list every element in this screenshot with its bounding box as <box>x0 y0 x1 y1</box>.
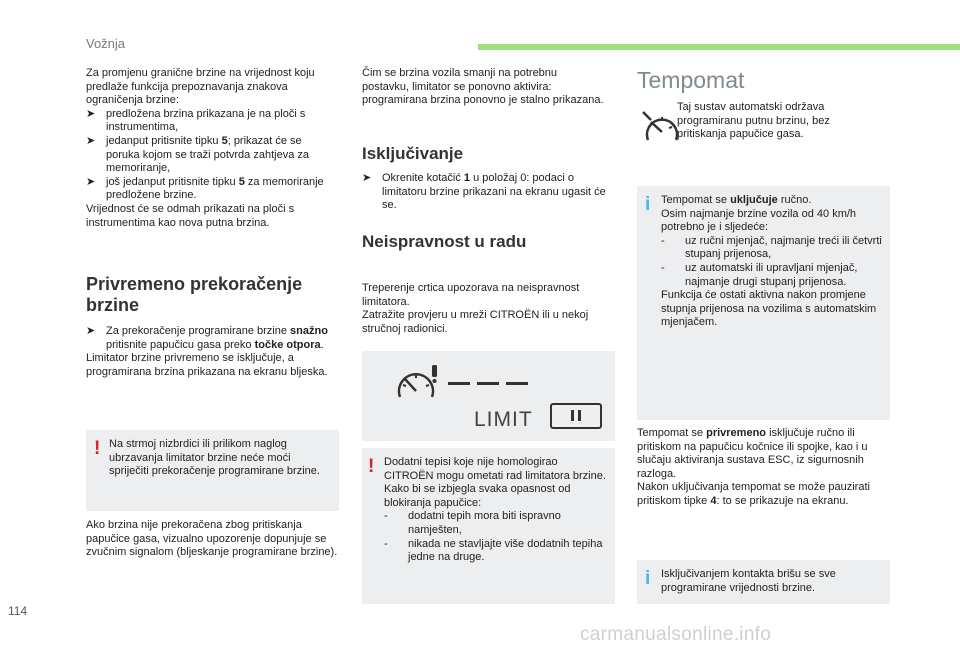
limit-label: LIMIT <box>474 408 533 431</box>
col1-bullet-1-text: predložena brzina prikazana je na ploči s instrumentima, <box>106 107 306 134</box>
heading-privremeno: Privremeno prekoračenje brzine <box>86 274 303 315</box>
col1-bullet-1 <box>86 108 331 135</box>
col1-overspeed-block <box>86 325 331 379</box>
heading-tempomat: Tempomat <box>637 67 745 93</box>
cruise-control-icon <box>641 110 681 146</box>
warning-box-mats <box>362 448 615 604</box>
bullet-icon: ➤ <box>86 325 96 337</box>
bullet-icon: ➤ <box>86 175 96 188</box>
info-activation-text: Tempomat se uključuje ručno. Osim najmanje brzine vozila od 40 km/h potrebno je i sljedeće: - uz ručni mjenjač, najmanje treći ili četvrti stupanj prijenosa, - uz automatski ili upravljani mjenjač, najmanje drugi stupanj prijenosa. Funkcija će ostati aktivna nakon promjene stupnja prijenosa na vozilima s automatskim mjenjačem. <box>661 194 882 329</box>
speed-dash-3 <box>506 382 528 385</box>
warning-box-downhill <box>86 430 339 511</box>
col1-bullet-3: ➤ još jedanput pritisnite tipku 5 za memoriranje predložene brzine. <box>86 175 324 202</box>
section-title: Vožnja <box>86 36 126 51</box>
col1-overspeed-bullet: ➤ Za prekoračenje programirane brzine snažno pritisnite papučicu gasa preko točke otpora. <box>86 325 328 351</box>
pause-icon <box>550 403 602 429</box>
watermark: carmanualsonline.info <box>580 624 772 645</box>
col1-p3: Ako brzina nije prekoračena zbog pritiskanja papučice gasa, vizualno upozorenje dopunjuje se zvučnim signalom (bljeskanje programirane brzine). <box>86 519 338 559</box>
mats-dash-2: - nikada ne stavljajte više dodatnih tepiha jedne na druge. <box>384 537 603 564</box>
warning-icon: ! <box>94 438 101 459</box>
info-box-activation <box>637 186 890 420</box>
speed-dash-2 <box>477 382 499 385</box>
speed-dash-1 <box>448 382 470 385</box>
limiter-display-panel <box>362 351 615 441</box>
col2-isk-bullet: ➤ Okrenite kotačić 1 u položaj 0: podaci o limitatoru brzine prikazani na ekranu ugasit će se. <box>362 172 606 212</box>
col2-p1: Čim se brzina vozila smanji na potrebnu postavku, limitator se ponovno aktivira: programirana brzina ponovno je stalno prikazana. <box>362 67 604 107</box>
tempomat-description: Taj sustav automatski održava programiranu putnu brzinu, bez pritiskanja papučice gasa. <box>677 101 830 141</box>
col2-neis-block: Treperenje crtica upozorava na neispravnost limitatora. Zatražite provjeru u mreži CITROËN ili u nekoj stručnoj radionici. <box>362 282 589 335</box>
heading-iskljucivanje: Isključivanje <box>362 144 464 163</box>
key-4: 4 <box>710 494 717 507</box>
gear-dash-2: - uz automatski ili upravljani mjenjač, najmanje drugi stupanj prijenosa. <box>661 261 858 288</box>
info-ignition-text: Isključivanjem kontakta brišu se sve programirane vrijednosti brzine. <box>661 568 836 594</box>
key-5: 5 <box>221 134 228 147</box>
bullet-icon: ➤ <box>86 134 96 147</box>
gear-dash-1: - uz ručni mjenjač, najmanje treći ili četvrti stupanj prijenosa, <box>661 234 882 261</box>
mats-dash-1: - dodatni tepih mora biti ispravno namješten, <box>384 510 561 536</box>
heading-neispravnost: Neispravnost u radu <box>362 232 527 251</box>
col1-p2: Limitator brzine privremeno se isključuje, a programirana brzina prikazana na ekranu bljeska. <box>86 352 328 378</box>
bullet-icon: ➤ <box>86 107 96 120</box>
col1-intro-block <box>86 67 331 230</box>
col3-p1-block: Tempomat se privremeno isključuje ručno ili pritiskom na papučicu kočnice ili spojke, kao i u slučaju aktiviranja sustava ESC, iz sigurnosnih razloga. Nakon uključivanja tempomat se može pauzirati pritiskom tipke 4: to se prikazuje na ekranu. <box>637 427 870 507</box>
key-1: 1 <box>463 172 471 184</box>
col2-isk-block <box>362 172 607 213</box>
bullet-icon: ➤ <box>362 172 372 184</box>
section-accent-bar <box>478 44 960 50</box>
col1-bullet-2: ➤ jedanput pritisnite tipku 5; prikazat će se poruka kojom se traži potvrda zahtjeva za memoriranje, <box>86 134 309 175</box>
page-number: 114 <box>8 604 28 618</box>
warning-text: Na strmoj nizbrdici ili prilikom naglog ubrzavanja limitator brzine neće moći spriječiti prekoračenje programirane brzine. <box>109 438 320 478</box>
warning-icon: ! <box>368 456 375 477</box>
key-5: 5 <box>238 175 245 188</box>
info-box-ignition <box>637 560 890 604</box>
warning-mats-text: Dodatni tepisi koje nije homologirao CITROËN mogu ometati rad limitatora brzine. Kako bi se izbjegla svaka opasnost od blokiranja papučice: - dodatni tepih mora biti ispravno namješten, - nikada ne stavljajte više dodatnih tepiha jedne na druge. <box>384 456 609 565</box>
col1-intro: Za promjenu granične brzine na vrijednost koju predlaže funkcija prepoznavanja znakova ograničenja brzine: <box>86 67 315 107</box>
col1-outro: Vrijednost će se odmah prikazati na ploči s instrumentima kao nova putna brzina. <box>86 202 295 229</box>
info-icon: i <box>645 568 651 589</box>
info-icon: i <box>645 194 651 215</box>
speedometer-icon <box>394 365 440 407</box>
